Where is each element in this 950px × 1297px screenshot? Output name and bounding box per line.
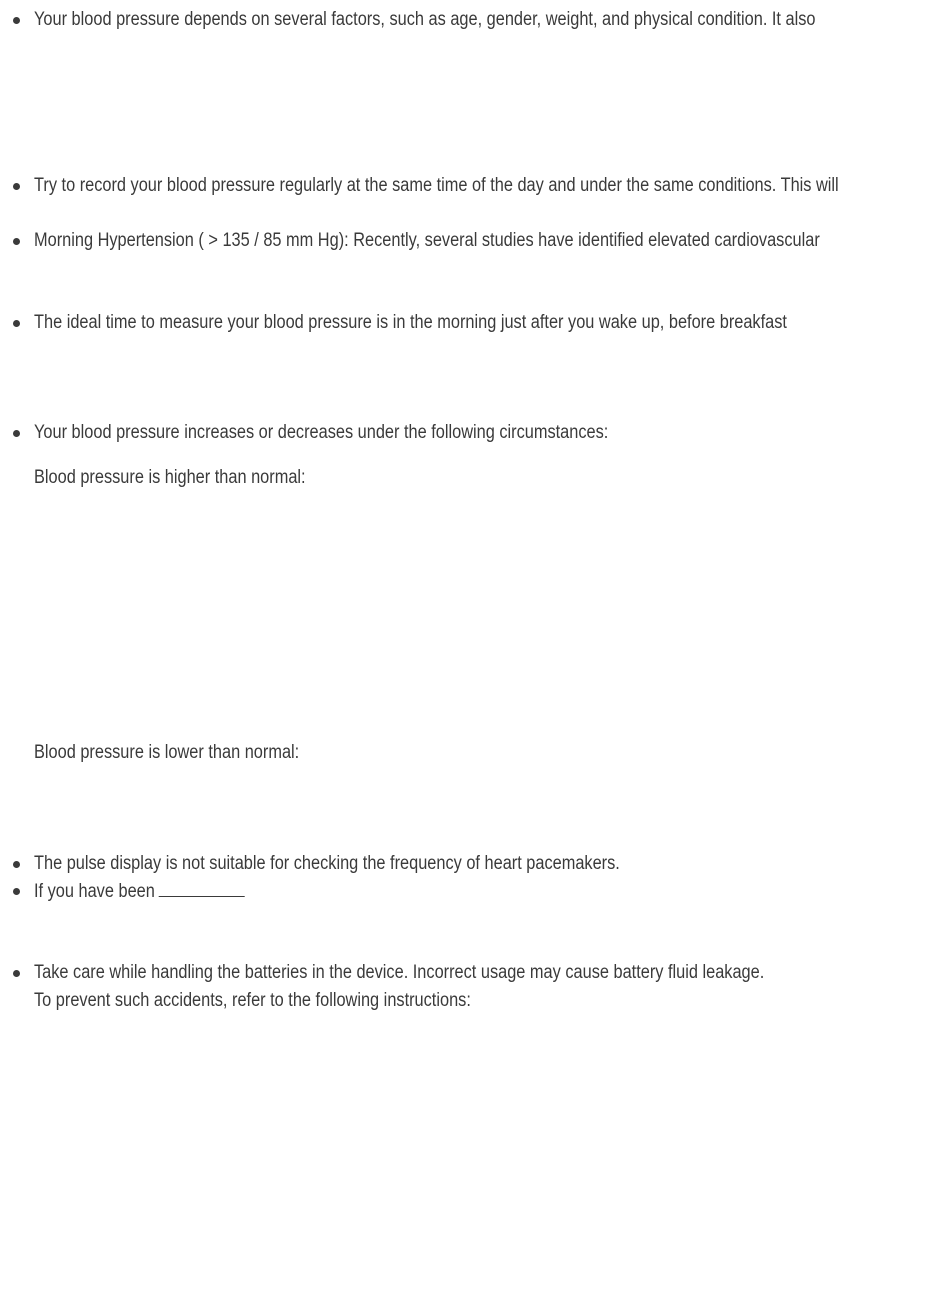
if-you-have-been-label: If you have been bbox=[34, 881, 155, 902]
blank-underline bbox=[158, 880, 244, 897]
bullet-marker bbox=[13, 861, 20, 868]
text-batteries-line-1: Take care while handling the batteries in the device. Incorrect usage may cause battery fluid leakage. bbox=[34, 962, 765, 983]
text-if-you-have-been bbox=[34, 880, 244, 903]
bullet-marker bbox=[13, 970, 20, 977]
bullet-marker bbox=[13, 888, 20, 895]
bullet-marker bbox=[13, 17, 20, 24]
bullet-marker bbox=[13, 238, 20, 245]
text-record: Try to record your blood pressure regularly at the same time of the day and under the same conditions. This will bbox=[34, 175, 839, 196]
heading-lower-than-normal: Blood pressure is lower than normal: bbox=[34, 742, 300, 763]
bullet-marker bbox=[13, 320, 20, 327]
bullet-marker bbox=[13, 183, 20, 190]
text-morning-hypertension: Morning Hypertension ( > 135 / 85 mm Hg): Recently, several studies have identified elevated cardiovascular bbox=[34, 230, 820, 251]
heading-higher-than-normal: Blood pressure is higher than normal: bbox=[34, 467, 306, 488]
text-pulse-display: The pulse display is not suitable for checking the frequency of heart pacemakers. bbox=[34, 853, 620, 874]
text-circumstances: Your blood pressure increases or decreases under the following circumstances: bbox=[34, 422, 609, 443]
text-batteries-line-2: To prevent such accidents, refer to the following instructions: bbox=[34, 990, 471, 1011]
text-ideal-time: The ideal time to measure your blood pressure is in the morning just after you wake up, before breakfast bbox=[34, 312, 787, 333]
text-factors: Your blood pressure depends on several factors, such as age, gender, weight, and physical condition. It also bbox=[34, 9, 816, 30]
bullet-marker bbox=[13, 430, 20, 437]
